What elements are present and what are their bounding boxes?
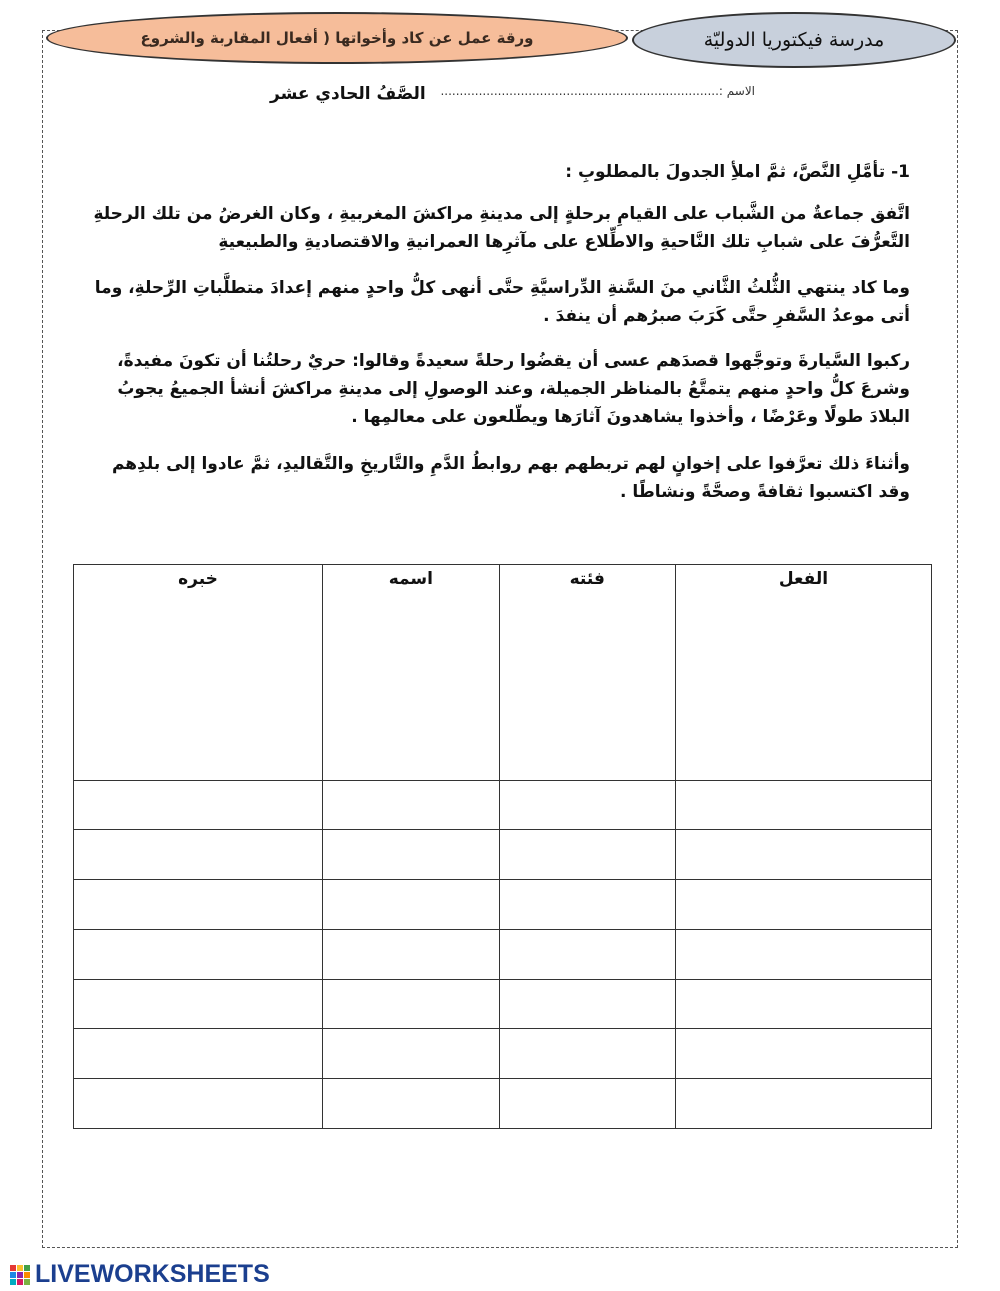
answer-cell[interactable] bbox=[499, 780, 675, 830]
answer-cell[interactable] bbox=[675, 979, 931, 1029]
table-header-row bbox=[74, 565, 932, 781]
paragraph-2: وما كاد ينتهي الثُّلثُ الثَّاني منَ السَّنةِ الدِّراسيَّةِ حتَّى أنهى كلُّ واحدٍ منهم إعدادَ متطلَّباتِ الرِّحلةِ، وما أتى موعدُ السَّفرِ حتَّى كَرَبَ صبرُهم أن ينفدَ . bbox=[94, 278, 910, 326]
liveworksheets-logo-icon bbox=[10, 1265, 30, 1285]
answer-cell[interactable] bbox=[675, 880, 931, 930]
answer-cell[interactable] bbox=[499, 929, 675, 979]
worksheet-title-banner bbox=[46, 12, 628, 64]
answer-cell[interactable] bbox=[323, 1029, 500, 1079]
answer-cell[interactable] bbox=[323, 880, 500, 930]
answer-cell[interactable] bbox=[323, 830, 500, 880]
answer-cell[interactable] bbox=[74, 1029, 323, 1079]
table-row bbox=[74, 780, 932, 830]
header-subject: اسمه bbox=[323, 565, 500, 781]
answer-cell[interactable] bbox=[675, 1079, 931, 1129]
table-row bbox=[74, 1029, 932, 1079]
answer-cell[interactable] bbox=[499, 830, 675, 880]
school-name: مدرسة فيكتوريا الدوليّة bbox=[703, 29, 885, 51]
answer-cell[interactable] bbox=[499, 1029, 675, 1079]
answer-cell[interactable] bbox=[74, 780, 323, 830]
grade-label: الصَّفُ الحادي عشر bbox=[270, 84, 426, 104]
answer-cell[interactable] bbox=[74, 929, 323, 979]
table-row bbox=[74, 880, 932, 930]
answer-cell[interactable] bbox=[74, 979, 323, 1029]
header-predicate: خبره bbox=[74, 565, 323, 781]
answer-cell[interactable] bbox=[499, 880, 675, 930]
paragraph-1: اتَّفق جماعةٌ من الشَّباب على القيامِ برحلةٍ إلى مدينةِ مراكشَ المغربيةِ ، وكان الغرضُ من تلك الرحلةِ التَّعرُّفَ على شبابِ تلك النَّاحيةِ والاطِّلاع على مآثرِها العمرانيةِ والاقتصاديةِ والطبيعيةِ bbox=[93, 204, 910, 252]
answer-cell[interactable] bbox=[74, 1079, 323, 1129]
answer-cell[interactable] bbox=[323, 1079, 500, 1129]
question-title: 1- تأمَّلِ النَّصَّ، ثمَّ املأِ الجدولَ بالمطلوبِ : bbox=[565, 162, 910, 182]
answer-cell[interactable] bbox=[323, 780, 500, 830]
answer-cell[interactable] bbox=[323, 979, 500, 1029]
paragraph-3: ركبوا السَّيارةَ وتوجَّهوا قصدَهم عسى أن يقضُوا رحلةً سعيدةً وقالوا: حريٌ رحلتُنا أن تكونَ مفيدةً، وشرعَ كلُّ واحدٍ منهم يتمتَّعُ بالمناظر الجميلة، وعند الوصولِ إلى مدينةِ مراكشَ أنشأ الجميعُ يجوبُ البلادَ طولًا وعَرْضًا ، وأخذوا يشاهدونَ آثارَها ويطّلعون على معالمِها . bbox=[117, 351, 910, 427]
answer-cell[interactable] bbox=[323, 929, 500, 979]
name-field[interactable]: الاسم :......................................................................... bbox=[440, 84, 755, 98]
header-verb: الفعل bbox=[675, 565, 931, 781]
table-row bbox=[74, 1079, 932, 1129]
liveworksheets-footer[interactable] bbox=[10, 1260, 270, 1289]
worksheet-title: ورقة عمل عن كاد وأخواتها ( أفعال المقاربة والشروع bbox=[140, 29, 534, 47]
answer-cell[interactable] bbox=[675, 780, 931, 830]
answer-cell[interactable] bbox=[675, 929, 931, 979]
header-category: فئته bbox=[499, 565, 675, 781]
answer-cell[interactable] bbox=[675, 830, 931, 880]
table-row bbox=[74, 979, 932, 1029]
answer-cell[interactable] bbox=[74, 830, 323, 880]
answer-table bbox=[73, 564, 932, 1129]
table-row bbox=[74, 830, 932, 880]
answer-cell[interactable] bbox=[499, 1079, 675, 1129]
school-name-banner bbox=[632, 12, 956, 68]
table-row bbox=[74, 929, 932, 979]
answer-cell[interactable] bbox=[499, 979, 675, 1029]
paragraph-4: وأثناءَ ذلك تعرَّفوا على إخوانٍ لهم تربطهم بهم روابطُ الدَّمِ والتَّاريخِ والتَّقاليدِ، ثمَّ عادوا إلى بلدِهم وقد اكتسبوا ثقافةً وصحَّةً ونشاطًا . bbox=[111, 454, 910, 502]
answer-cell[interactable] bbox=[74, 880, 323, 930]
brand-name: LIVEWORKSHEETS bbox=[35, 1260, 270, 1288]
answer-cell[interactable] bbox=[675, 1029, 931, 1079]
